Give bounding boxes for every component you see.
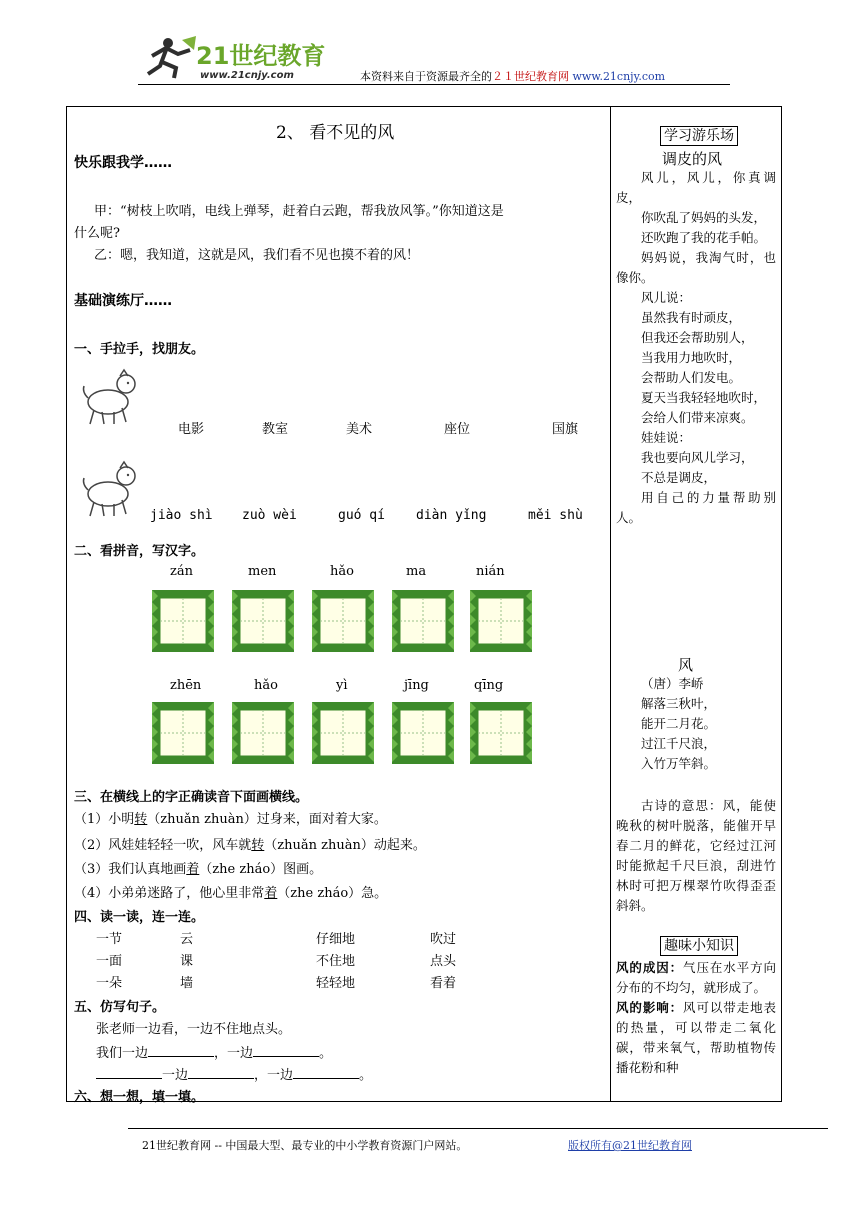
footer-rule: [128, 1128, 828, 1129]
poem2-line: 过江千尺浪，: [641, 736, 717, 751]
poem1-line: 但我还会帮助别人，: [641, 330, 754, 345]
q3-item-2: [74, 834, 426, 853]
logo-text: 21世纪教育: [196, 42, 326, 70]
q3-item-4-pre: （4）小弟弟迷路了，他心里非常: [74, 886, 265, 901]
writing-grid[interactable]: [390, 700, 456, 766]
logo-url: www.21cnjy.com: [200, 70, 294, 81]
q1-word-1: 电影: [178, 422, 205, 437]
q3-item-4-post[interactable]: （zhe zháo）急。: [277, 886, 388, 901]
writing-grid[interactable]: [468, 700, 534, 766]
q2-r1-pinyin-5: nián: [476, 564, 505, 579]
q3-item-4: [74, 882, 387, 901]
poem2-title: 风: [678, 656, 694, 674]
puppy-image-bottom: [80, 460, 142, 520]
q1-pinyin-3: guó qí: [338, 508, 385, 523]
q3-item-1-post[interactable]: （zhuǎn zhuàn）过身来，面对着大家。: [147, 812, 387, 827]
q2-r2-pinyin-4: jīng: [404, 678, 429, 693]
poem2-line: 能开二月花。: [641, 716, 717, 731]
q5-blank[interactable]: [253, 1045, 319, 1057]
poem2-body: [616, 674, 776, 774]
knowledge-2-label: 风的影响：: [616, 1000, 684, 1015]
q4-heading: 四、读一读，连一连。: [74, 910, 205, 925]
q5-line-2: [96, 1064, 372, 1083]
q1-pinyin-2: zuò wèi: [242, 508, 297, 523]
q4-c3-2[interactable]: 不住地: [316, 954, 356, 969]
poem1-line: 风儿说：: [641, 290, 692, 305]
q4-c1-2[interactable]: 一面: [96, 954, 123, 969]
q6-heading: 六、想一想，填一填。: [74, 1090, 205, 1105]
q5-line-1-b: ，一边: [214, 1046, 254, 1061]
q2-r1-pinyin-3: hǎo: [330, 564, 354, 579]
poem1-line: 我也要向风儿学习，: [641, 450, 754, 465]
writing-grid[interactable]: [310, 588, 376, 654]
poem1-line: 夏天当我轻轻地吹时，: [641, 390, 767, 405]
section-practice: 基础演练厅……: [74, 293, 172, 309]
q4-c4-2[interactable]: 点头: [430, 954, 457, 969]
poem1-line: 会给人们带来凉爽。: [641, 410, 754, 425]
poem1-line: 你吹乱了妈妈的头发，: [641, 210, 767, 225]
q1-word-3: 美术: [346, 422, 373, 437]
q4-c4-3[interactable]: 看着: [430, 976, 457, 991]
q2-r2-pinyin-2: hǎo: [254, 678, 278, 693]
puppy-image-top: [80, 368, 142, 428]
q3-item-2-char: 转: [251, 838, 265, 853]
q4-c3-3[interactable]: 轻轻地: [316, 976, 356, 991]
q5-line-2-b: 一边: [162, 1068, 189, 1083]
q2-r2-pinyin-5: qīng: [474, 678, 504, 693]
poem1-line: 用自己的力量帮助别人。: [616, 490, 776, 525]
writing-grid[interactable]: [390, 588, 456, 654]
q3-item-3-post[interactable]: （zhe zháo）图画。: [199, 862, 323, 877]
knowledge-1-label: 风的成因：: [616, 960, 684, 975]
writing-grid[interactable]: [150, 588, 216, 654]
q2-heading: 二、看拼音，写汉字。: [74, 544, 205, 559]
q4-c2-3[interactable]: 墙: [180, 976, 194, 991]
q5-blank[interactable]: [96, 1067, 162, 1079]
q2-r1-pinyin-1: zán: [170, 564, 193, 579]
q5-line-1-a: 我们一边: [96, 1046, 149, 1061]
poem1-line: 不总是调皮，: [641, 470, 717, 485]
header-note: [360, 68, 665, 84]
poem1-title: 调皮的风: [662, 150, 723, 168]
poem2-author: （唐）李峤: [641, 676, 704, 691]
q5-blank[interactable]: [148, 1045, 214, 1057]
poem1-line: 风儿，风儿，你真调皮，: [616, 170, 776, 205]
q4-c2-1[interactable]: 云: [180, 932, 194, 947]
poem1-line: 妈妈说，我淘气时，也像你。: [616, 250, 776, 285]
dialog-a-line1: 甲：“树枝上吹哨，电线上弹琴，赶着白云跑，帮我放风筝。”你知道这是: [94, 204, 504, 219]
knowledge-body: [616, 958, 776, 1078]
knowledge-1: [616, 958, 776, 998]
q5-example: 张老师一边看，一边不住地点头。: [96, 1022, 292, 1037]
lesson-title: 2、 看不见的风: [276, 123, 395, 143]
poem1-line: 还吹跑了我的花手帕。: [641, 230, 767, 245]
poem1-line: 会帮助人们发电。: [641, 370, 742, 385]
q1-pinyin-5: měi shù: [528, 508, 583, 523]
q4-c1-1[interactable]: 一节: [96, 932, 123, 947]
writing-grid[interactable]: [468, 588, 534, 654]
writing-grid[interactable]: [150, 700, 216, 766]
poem1-line: 娃娃说：: [641, 430, 692, 445]
sidebar-box2-title: 趣味小知识: [660, 936, 738, 956]
poem2-meaning-text: 古诗的意思：风，能使晚秋的树叶脱落，能催开早春二月的鲜花，它经过江河时能掀起千尺巨浪，刮进竹林时可把万棵翠竹吹得歪歪斜斜。: [616, 798, 776, 913]
q2-r1-pinyin-4: ma: [406, 564, 427, 579]
header-url-link[interactable]: www.21cnjy.com: [572, 70, 666, 83]
sidebar-box-title: 学习游乐场: [660, 126, 738, 146]
q5-blank[interactable]: [293, 1067, 359, 1079]
q3-item-2-post[interactable]: （zhuǎn zhuàn）动起来。: [264, 838, 426, 853]
q3-heading: 三、在横线上的字正确读音下面画横线。: [74, 790, 309, 805]
q1-pinyin-1: jiào shì: [150, 508, 213, 523]
poem1-line: 当我用力地吹时，: [641, 350, 742, 365]
q1-word-2: 教室: [262, 422, 289, 437]
q2-r2-pinyin-3: yì: [336, 678, 348, 693]
column-divider: [610, 106, 611, 1102]
q4-c3-1[interactable]: 仔细地: [316, 932, 356, 947]
q3-item-4-char: 着: [264, 886, 278, 901]
q5-line-2-c: ，一边: [254, 1068, 294, 1083]
q2-r2-pinyin-1: zhēn: [170, 678, 202, 693]
q5-heading: 五、仿写句子。: [74, 1000, 166, 1015]
poem2-line: 入竹万竿斜。: [641, 756, 717, 771]
q5-blank[interactable]: [188, 1067, 254, 1079]
q1-heading: 一、手拉手，找朋友。: [74, 342, 205, 357]
knowledge-1-text: 气压在水平方向分布的不均匀，就形成了。: [616, 960, 776, 995]
q4-c2-2[interactable]: 课: [180, 954, 194, 969]
q3-item-1-char: 转: [134, 812, 148, 827]
q3-item-3-char: 着: [186, 862, 200, 877]
q1-word-4: 座位: [444, 422, 471, 437]
writing-grid[interactable]: [230, 700, 296, 766]
q4-c4-1[interactable]: 吹过: [430, 932, 457, 947]
header-rule: [138, 84, 730, 85]
q3-item-1-pre: （1）小明: [74, 812, 135, 827]
q5-line-1-c: 。: [319, 1046, 333, 1061]
writing-grid[interactable]: [310, 700, 376, 766]
poem1-line: 虽然我有时顽皮，: [641, 310, 742, 325]
poem2-meaning: [616, 796, 776, 916]
q1-pinyin-4: diàn yǐng: [416, 508, 487, 523]
header-note-text: 本资料来自于资源最齐全的: [360, 70, 492, 83]
knowledge-2: [616, 998, 776, 1078]
q3-item-1: [74, 808, 387, 827]
header-brand-link[interactable]: ２１世纪教育网: [492, 70, 569, 83]
q3-item-3: [74, 858, 322, 877]
footer-copyright: [568, 1137, 692, 1153]
q3-item-3-pre: （3）我们认真地画: [74, 862, 187, 877]
poem2-line: 解落三秋叶，: [641, 696, 717, 711]
q3-item-2-pre: （2）风娃娃轻轻一吹，风车就: [74, 838, 252, 853]
dialog-a-line2: 什么呢?: [74, 226, 120, 241]
q4-c1-3[interactable]: 一朵: [96, 976, 123, 991]
site-logo: [138, 34, 338, 82]
dialog-b: 乙：嗯，我知道，这就是风，我们看不见也摸不着的风！: [94, 248, 420, 263]
knowledge-2-text: 风可以带走地表的热量，可以带走二氧化碳，带来氧气，帮助植物传播花粉和种: [616, 1000, 776, 1075]
footer-copyright-link[interactable]: 版权所有@21世纪教育网: [568, 1139, 692, 1152]
footer-text: 21世纪教育网 -- 中国最大型、最专业的中小学教育资源门户网站。: [142, 1139, 468, 1152]
writing-grid[interactable]: [230, 588, 296, 654]
q2-r1-pinyin-2: men: [248, 564, 277, 579]
poem1-body: [616, 168, 776, 528]
section-learn: 快乐跟我学……: [74, 155, 172, 171]
q5-line-2-d: 。: [359, 1068, 373, 1083]
q1-word-5: 国旗: [552, 422, 579, 437]
q5-line-1: [96, 1042, 332, 1061]
